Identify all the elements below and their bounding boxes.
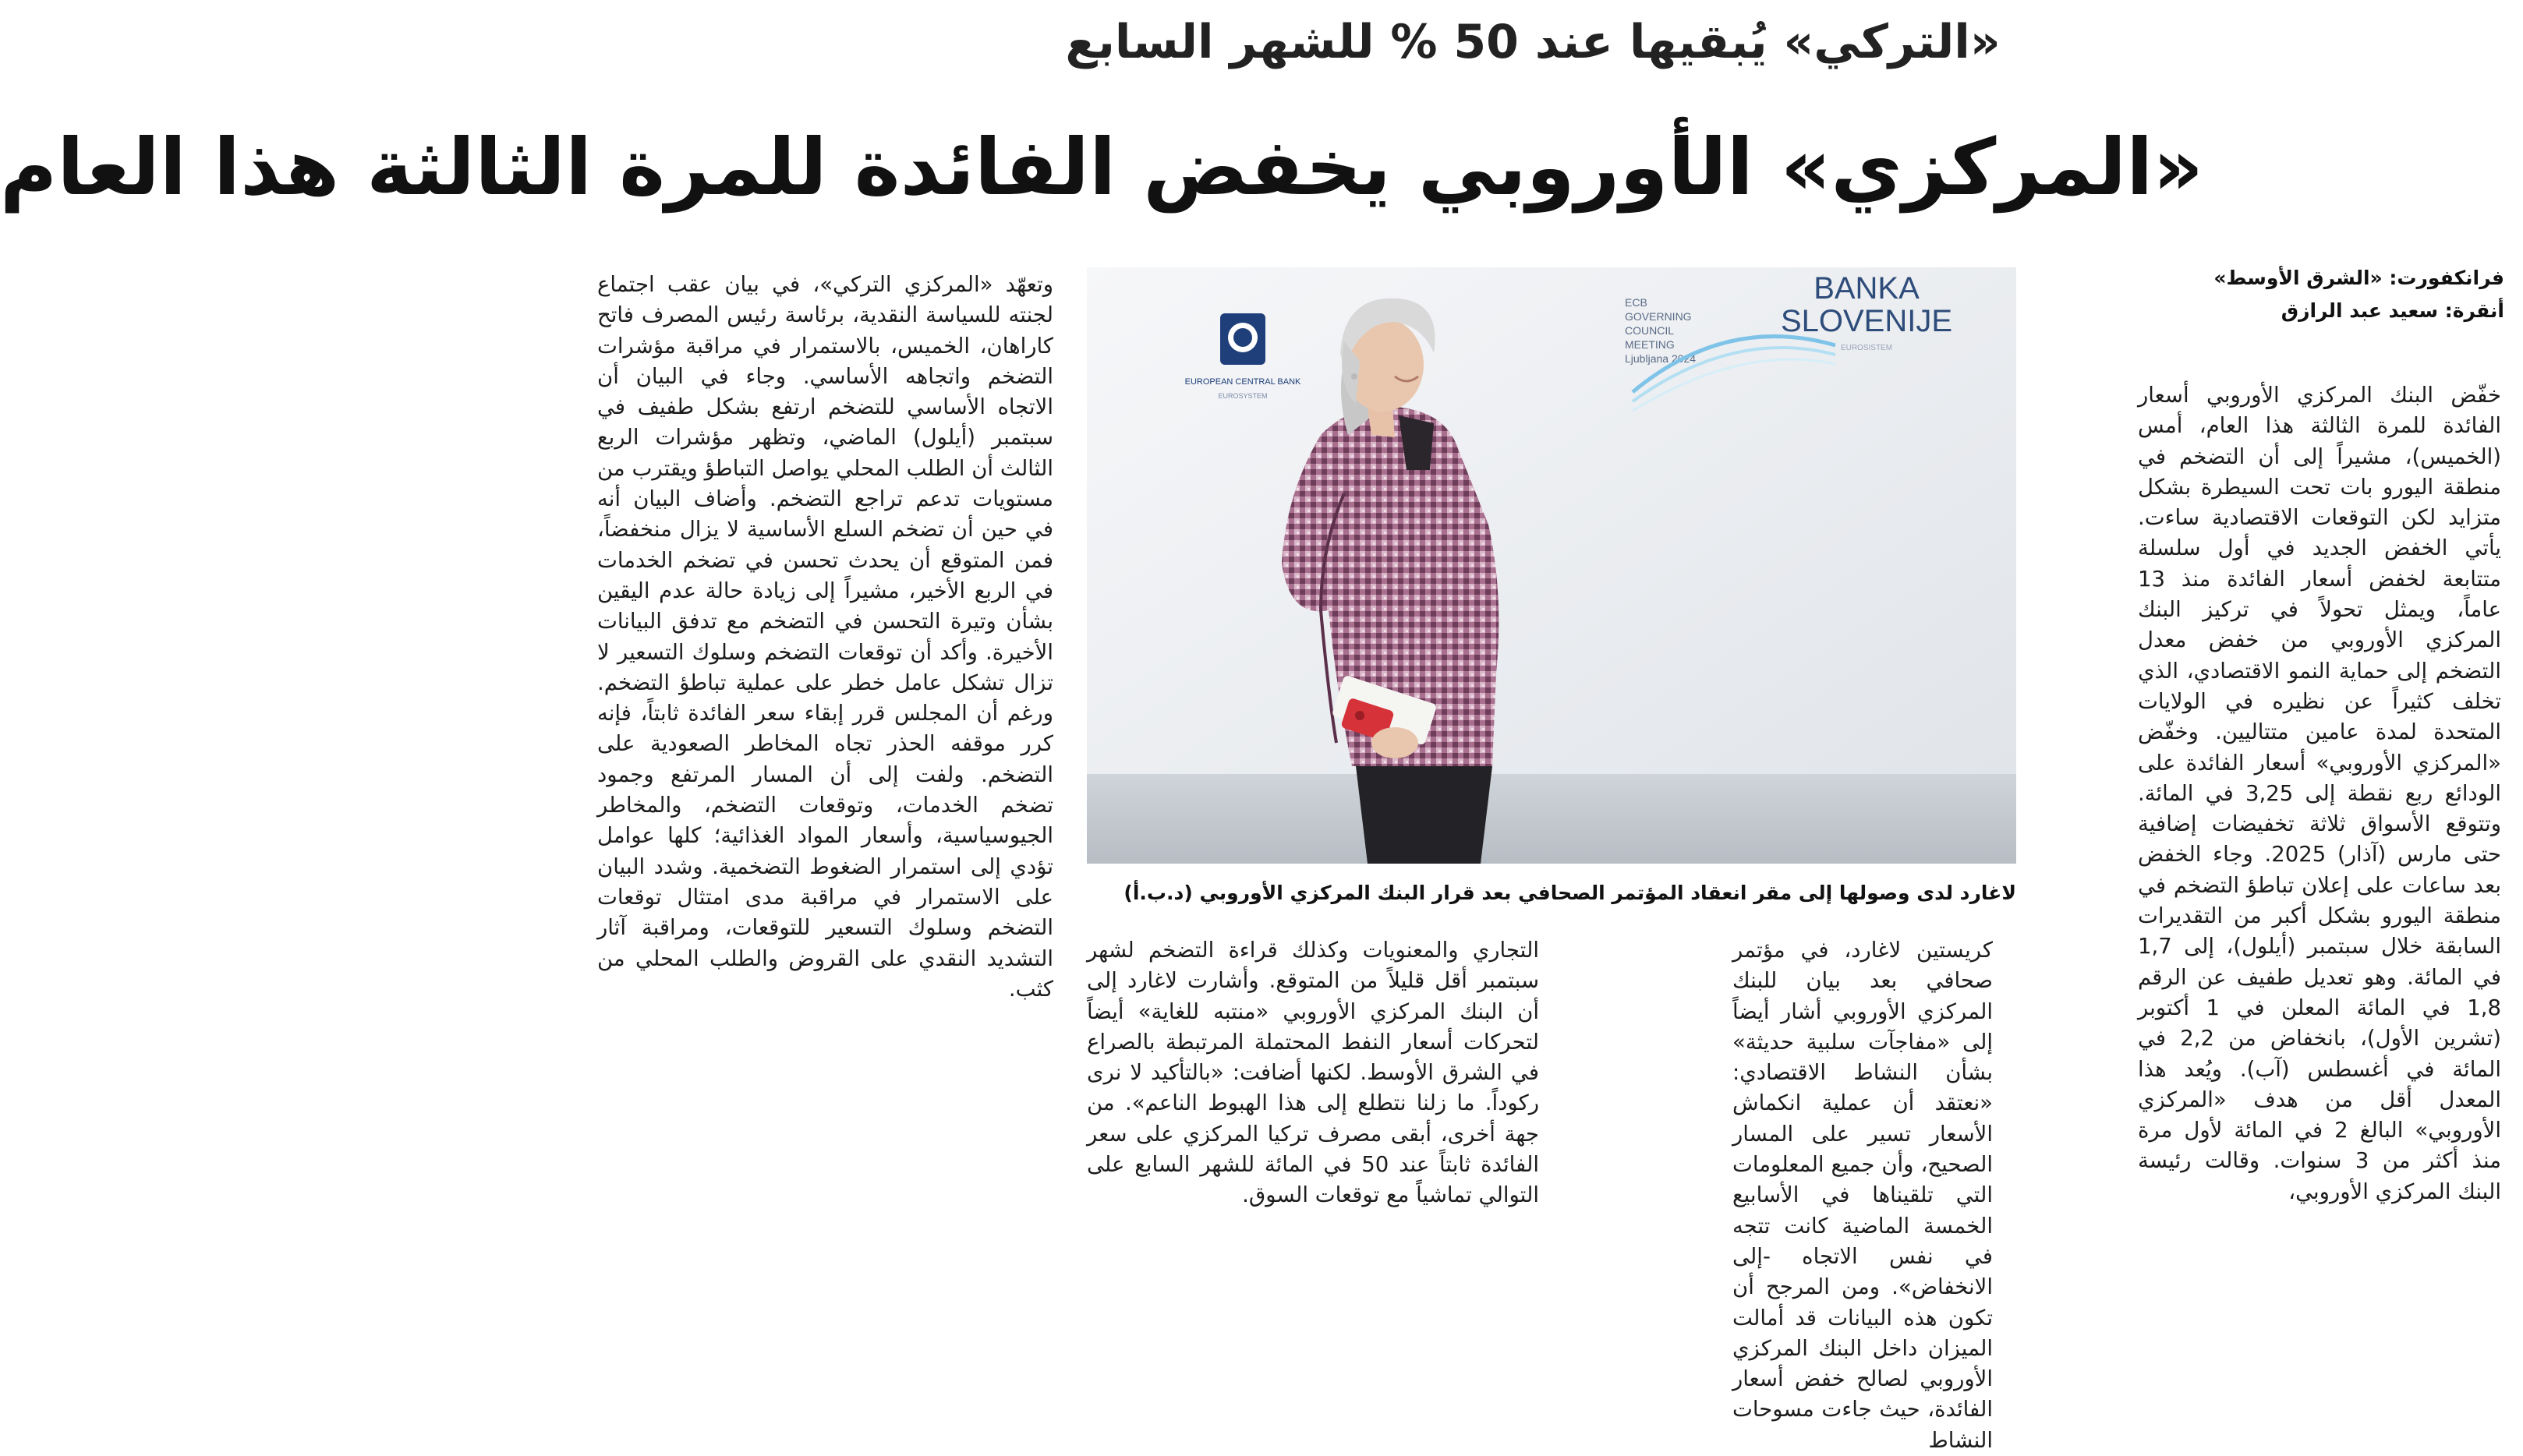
kicker: «التركي» يُبقيها عند 50 % للشهر السابع [1065,15,2001,69]
dateline: فرانكفورت: «الشرق الأوسط» [2213,267,2504,289]
article-column-right [2138,380,2501,1306]
svg-text:MEETING: MEETING [1625,338,1675,351]
svg-text:SLOVENIJE: SLOVENIJE [1780,304,1953,338]
article-column-left [597,270,1053,1306]
article-text-bottom-left: التجاري والمعنويات وكذلك قراءة التضخم لشهر سبتمبر أقل قليلاً من المتوقع. وأشارت لاغارد إلى أن البنك المركزي الأوروبي «منتبه للغاية» أيضاً لتحركات أسعار النفط المحتملة المرتبطة بالصراع في الشرق الأوسط. لكنها أضافت: «بالتأكيد لا نرى ركوداً. ما زلنا نتطلع إلى هذا الهبوط الناعم». من جهة أخرى، أبقى مصرف تركيا المركزي على سعر الفائدة ثابتاً عند 50 في المائة للشهر السابع على التوالي تماشياً مع توقعات السوق. [1087,938,1539,1208]
byline [2138,262,2504,327]
svg-text:EUROSISTEM: EUROSISTEM [1840,344,1893,352]
svg-text:COUNCIL: COUNCIL [1625,324,1675,337]
svg-text:Ljubljana 2024: Ljubljana 2024 [1625,352,1697,365]
author-line: أنقرة: سعيد عبد الرازق [2281,299,2504,322]
svg-text:ECB: ECB [1625,296,1647,309]
photo-caption: لاغارد لدى وصولها إلى مقر انعقاد المؤتمر الصحافي بعد قرار البنك المركزي الأوروبي (د.ب.أ) [1123,882,2016,904]
article-column-bottom-right [1732,935,1993,1453]
article-text-bottom-right: كريستين لاغارد، في مؤتمر صحافي بعد بيان للبنك المركزي الأوروبي أشار أيضاً إلى «مفاجآت سلبية حديثة» بشأن النشاط الاقتصادي: «نعتقد أن عملية انكماش الأسعار تسير على المسار الصحيح، وأن جميع المعلومات التي تلقيناها في الأسابيع الخمسة الماضية كانت تتجه في نفس الاتجاه -إلى الانخفاض». ومن المرجح أن تكون هذه البيانات قد أمالت الميزان داخل البنك المركزي الأوروبي لصالح خفض أسعار الفائدة، حيث جاءت مسوحات النشاط [1732,938,1993,1453]
svg-text:BANKA: BANKA [1814,271,1920,306]
ecb-eurosystem-text: EUROSYSTEM [1218,392,1268,400]
article-text-right: خفّض البنك المركزي الأوروبي أسعار الفائدة للمرة الثالثة هذا العام، أمس (الخميس)، مشيراً إلى أن التضخم في منطقة اليورو بات تحت السيطرة بشكل متزايد لكن التوقعات الاقتصادية ساءت. يأتي الخفض الجديد في أول سلسلة متتابعة لخفض أسعار الفائدة منذ 13 عاماً، ويمثل تحولاً في تركيز البنك المركزي الأوروبي من خفض معدل التضخم إلى حماية النمو الاقتصادي، الذي تخلف كثيراً عن نظيره في الولايات المتحدة لمدة عامين متتاليين. وخفّض «المركزي الأوروبي» أسعار الفائدة على الودائع ربع نقطة إلى 3,25 في المائة. وتتوقع الأسواق ثلاثة تخفيضات إضافية حتى مارس (آذار) 2025. وجاء الخفض بعد ساعات على إعلان تباطؤ التضخم في منطقة اليورو بشكل أكبر من التقديرات السابقة خلال سبتمبر (أيلول)، إلى 1,7 في المائة. وهو تعديل طفيف عن الرقم 1,8 في المائة المعلن في 1 أكتوبر (تشرين الأول)، بانخفاض من 2,2 في المائة في أغسطس (آب). ويُعد هذا المعدل أقل من هدف «المركزي الأوروبي» البالغ 2 في المائة لأول مرة منذ أكثر من 3 سنوات. وقالت رئيسة البنك المركزي الأوروبي، [2138,383,2502,1204]
headline: «المركزي» الأوروبي يخفض الفائدة للمرة الثالثة هذا العام [0,122,2203,213]
article-text-left: وتعهّد «المركزي التركي»، في بيان عقب اجتماع لجنته للسياسة النقدية، برئاسة رئيس المصرف فاتح كاراهان، الخميس، بالاستمرار في مراقبة مؤشرات التضخم واتجاهه الأساسي. وجاء في البيان أن الاتجاه الأساسي للتضخم ارتفع بشكل طفيف في سبتمبر (أيلول) الماضي، وتظهر مؤشرات الربع الثالث أن الطلب المحلي يواصل التباطؤ ويقترب من مستويات تدعم تراجع التضخم. وأضاف البيان أنه في حين أن تضخم السلع الأساسية لا يزال منخفضاً، فمن المتوقع أن يحدث تحسن في تضخم الخدمات في الربع الأخير، مشيراً إلى زيادة حالة عدم اليقين بشأن وتيرة التحسن في التضخم مع تدفق البيانات الأخيرة. وأكد أن توقعات التضخم وسلوك التسعير لا تزال تشكل عامل خطر على عملية تباطؤ التضخم. ورغم أن المجلس قرر إبقاء سعر الفائدة ثابتاً، فإنه كرر موقفه الحذر تجاه المخاطر الصعودية على التضخم. ولفت إلى أن المسار المرتفع وجمود تضخم الخدمات، وتوقعات التضخم، والمخاطر الجيوسياسية، وأسعار المواد الغذائية؛ كلها عوامل تؤدي إلى استمرار الضغوط التضخمية. وشدد البيان على الاستمرار في مراقبة مدى امتثال توقعات التضخم وسلوك التسعير للتوقعات، ومراقبة آثار التشديد النقدي على القروض والطلب المحلي من كثب. [597,272,1053,1002]
svg-text:GOVERNING: GOVERNING [1625,310,1692,323]
ecb-logo-text: EUROPEAN CENTRAL BANK [1184,377,1301,387]
article-column-bottom-left [1087,935,1539,1306]
news-photo [1087,267,2016,864]
